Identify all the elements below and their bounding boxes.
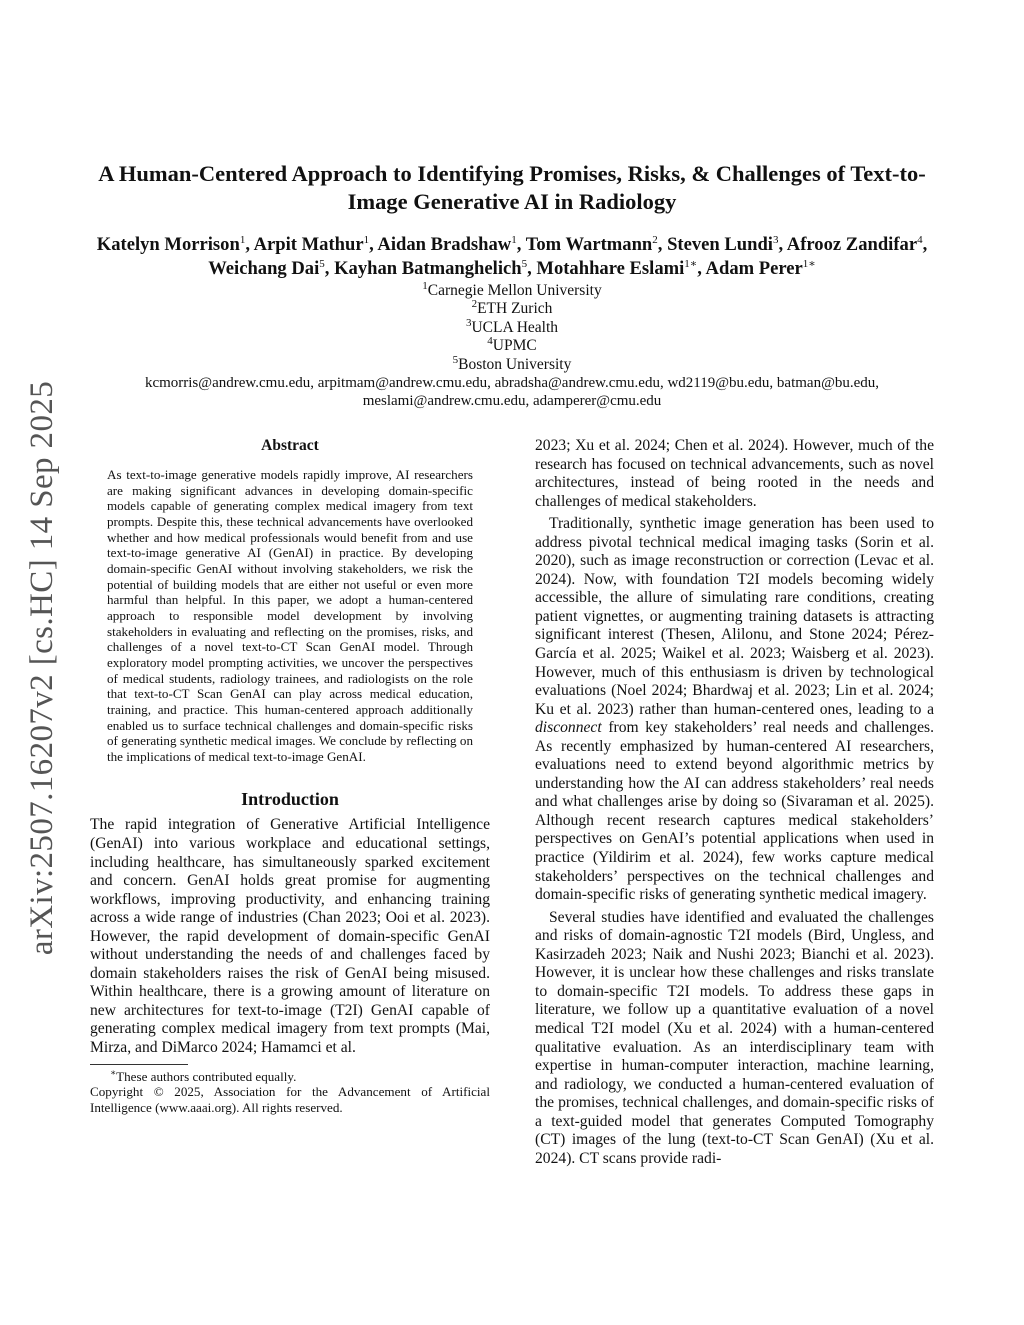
author-affiliation-mark: 1 — [511, 233, 517, 246]
affiliation-name: UPMC — [492, 337, 537, 355]
author — [787, 234, 923, 255]
affiliation-name: UCLA Health — [471, 318, 559, 336]
arxiv-identifier-stamp — [10, 376, 75, 960]
arxiv-identifier-text: arXiv:2507.16207v2 [cs.HC] 14 Sep 2025 — [24, 380, 60, 956]
author-name: Steven Lundi — [667, 234, 773, 255]
author-name: Weichang Dai — [208, 258, 320, 279]
author — [377, 234, 516, 255]
intro-paragraph-2 — [535, 515, 934, 904]
affiliation-name: Carnegie Mellon University — [427, 282, 602, 299]
left-column — [90, 437, 490, 1116]
affiliation-mark: 4 — [487, 335, 493, 348]
copyright-notice: Copyright © 2025, Association for the Advancement of Artificial Intelligence (www.aaai.org). All rights reserved. — [90, 1084, 490, 1116]
author-name: Kayhan Batmanghelich — [334, 258, 522, 279]
affiliation — [90, 300, 934, 318]
footnote — [90, 1069, 490, 1085]
author-name: Katelyn Morrison — [96, 234, 240, 255]
affiliation-name: ETH Zurich — [477, 300, 553, 318]
author-affiliation-mark: 1∗ — [802, 257, 816, 270]
author — [536, 258, 697, 279]
affiliation-mark: 3 — [465, 316, 472, 329]
author-affiliation-mark: 1 — [363, 233, 370, 246]
author-affiliation-mark: 2 — [652, 233, 658, 246]
emphasized-term: disconnect — [535, 719, 602, 737]
footnote-mark: ∗ — [110, 1067, 117, 1078]
author-name: Tom Wartmann — [525, 234, 653, 255]
introduction-heading: Introduction — [241, 789, 339, 810]
intro-paragraph-2-part-b: from key stakeholders’ real needs and challenges. As recently emphasized by human-centered AI researchers, evaluations need to extend beyond algorithmic metrics by understanding how the AI can address stakeholders’ real needs and what challenges arise by doing so (Sivaraman et al. 2025). Although recent research captures medical stakeholders’ perspectives on GenAI’s potential applications when used in practice (Yildirim et al. 2024), few works capture medical stakeholders’ perspectives on the technical challenges and domain-specific risks of generating synthetic medical imagery. — [535, 719, 934, 904]
author-affiliation-mark: 5 — [319, 257, 325, 270]
intro-paragraph-1: The rapid integration of Generative Artificial Intelligence (GenAI) into various workplace and educational settings, including healthcare, has simultaneously sparked excitement and concern. GenAI holds great promise for augmenting workflows, improving productivity, and enhancing training across a wide range of industries (Chan 2023; Ooi et al. 2023). However, the rapid development of domain-specific GenAI without understanding the needs of and challenges faced by domain stakeholders raises the risk of GenAI being misused. Within healthcare, there is a growing amount of literature on new architectures for text-to-image (T2I) GenAI capable of generating complex medical imagery from text prompts (Mai, Mirza, and DiMarco 2024; Hamamci et al. — [90, 816, 490, 1057]
author-affiliation-mark: 4 — [917, 233, 923, 246]
author — [334, 258, 527, 279]
affiliation-list — [90, 279, 934, 374]
affiliation-mark: 2 — [471, 298, 478, 311]
affiliation — [90, 337, 934, 355]
author-affiliation-mark: 1∗ — [684, 257, 698, 270]
author-affiliation-mark: 5 — [521, 257, 528, 270]
affiliation-name: Boston University — [458, 355, 572, 373]
author — [254, 234, 370, 255]
author — [526, 234, 658, 255]
author-affiliation-mark: 1 — [239, 233, 246, 246]
author — [667, 234, 778, 255]
footnote-divider — [90, 1064, 188, 1065]
footnote-text: These authors contributed equally. — [116, 1068, 297, 1084]
author-name: Aidan Bradshaw — [377, 234, 512, 255]
author-name: Motahhare Eslami — [536, 258, 685, 279]
affiliation-mark: 1 — [422, 279, 428, 292]
affiliation-mark: 5 — [452, 353, 459, 366]
author-affiliation-mark: 3 — [772, 233, 779, 246]
author-name: Adam Perer — [705, 258, 803, 279]
intro-paragraph-1-continued: 2023; Xu et al. 2024; Chen et al. 2024). However, much of the research has focused on technical advancements, such as novel architectures, instead of being rooted in the needs and challenges of medical stakeholders. — [535, 437, 934, 510]
author — [208, 258, 325, 279]
affiliation — [90, 316, 934, 337]
intro-paragraph-3: Several studies have identified and evaluated the challenges and risks of domain-agnostic T2I models (Bird, Ungless, and Kasirzadeh 2023; Naik and Nushi 2023; Bianchi et al. 2023). However, it is unclear how these challenges and risks translate to domain-specific T2I models. To address these gaps in literature, we follow up a quantitative evaluation of a novel medical T2I model (Xu et al. 2024) with a human-centered qualitative evaluation. As an interdisciplinary team with expertise in human-computer interaction, machine learning, and radiology, we conducted a human-centered evaluation of the promises, technical challenges, and domain-specific risks of a text-guided model that generates Computed Tomography (CT) images of the lung (text-to-CT Scan GenAI) (Xu et al. 2024). CT scans provide radi- — [535, 908, 934, 1167]
affiliation — [90, 279, 934, 300]
abstract-heading: Abstract — [261, 437, 319, 454]
intro-paragraph-2-part-a: Traditionally, synthetic image generation has been used to address pivotal technical medical imaging tasks (Sorin et al. 2020), such as image reconstruction or correction (Levac et al. 2024). Now, with foundation T2I models becoming widely accessible, the allure of simulating rare conditions, creating patient vignettes, or augmenting training datasets is attracting significant interest (Thesen, Alilonu, and Stone 2024; Pérez-García et al. 2025; Waikel et al. 2023; Waisberg et al. 2023). However, much of this enthusiasm is driven by technological evaluations (Noel 2024; Bhardwaj et al. 2023; Lin et al. 2024; Ku et al. 2023) rather than human-centered ones, leading to a — [535, 515, 934, 718]
right-column — [535, 437, 934, 1168]
author-name: Afrooz Zandifar — [786, 234, 918, 255]
author-emails: kcmorris@andrew.cmu.edu, arpitmam@andrew.cmu.edu, abradsha@andrew.cmu.edu, wd2119@bu.edu, batman@bu.edu, meslami@andrew.cmu.edu, adamperer@cmu.edu — [144, 375, 880, 410]
author-list: Katelyn Morrison$^1$, Arpit Mathur$^1$, Aidan Bradshaw$^1$, Tom Wartmann$^2$, Steven Lundi$^3$, Afrooz Zandifar$^4$, Weichang Dai$^5$, Kayhan Batmanghelich$^5$, Motahhare Eslami$^{1∗}$, Adam Perer$^{1∗}$ — [96, 233, 928, 279]
author-name: Arpit Mathur — [253, 234, 364, 255]
author — [97, 234, 246, 255]
author — [706, 258, 816, 279]
affiliation — [90, 353, 934, 374]
abstract-text: As text-to-image generative models rapidly improve, AI researchers are making significant advances in developing domain-specific models capable of generating complex medical imagery from text prompts. Despite this, these technical advancements have overlooked whether and how medical professionals would benefit from and use text-to-image generative AI (GenAI) in practice. By developing domain-specific GenAI without involving stakeholders, we risk the potential of building models that are either not useful or even more harmful than helpful. In this paper, we adopt a human-centered approach to responsible model development by involving stakeholders in evaluating and reflecting on the promises, risks, and challenges of a novel text-to-CT Scan GenAI model. Through exploratory model prompting activities, we uncover the perspectives of medical students, radiology trainees, and radiologists on the role that text-to-CT Scan GenAI can play across medical education, training, and practice. This human-centered approach additionally enabled us to surface technical challenges and domain-specific risks of generating synthetic medical images. We conclude by reflecting on the implications of medical text-to-image GenAI. — [107, 467, 473, 764]
paper-title: A Human-Centered Approach to Identifying Promises, Risks, & Challenges of Text-to-Image Generative AI in Radiology — [98, 161, 926, 214]
